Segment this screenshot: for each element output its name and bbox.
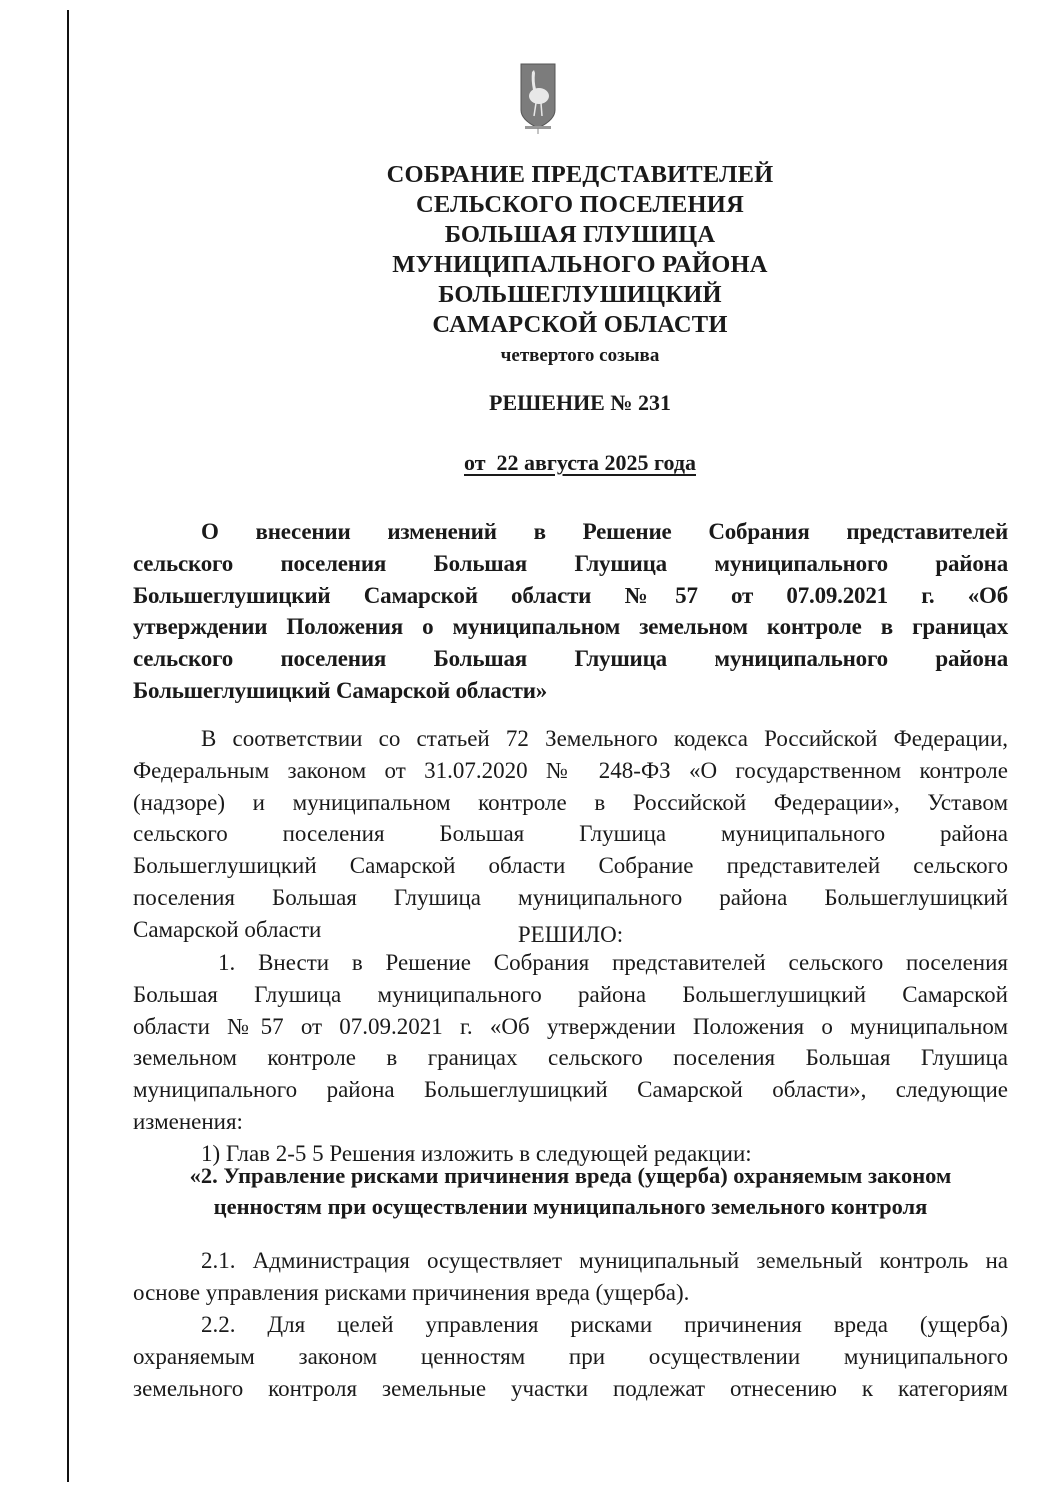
org-line: САМАРСКОЙ ОБЛАСТИ [432, 311, 728, 338]
subject-line: Большеглушицкий Самарской области» [133, 677, 548, 703]
section-heading-line: ценностям при осуществлении муниципального земельного контроля [213, 1194, 928, 1219]
resolved-label: РЕШИЛО: [517, 922, 624, 947]
preamble-line: сельского поселения Большая Глушица муниципального района [133, 821, 1008, 847]
p21-line: основе управления рисками причинения вреда (ущерба). [133, 1279, 690, 1305]
decision-date [300, 450, 860, 476]
preamble-line: Федеральным законом от 31.07.2020 № 248-ФЗ «О государственном контроле [133, 757, 1008, 783]
preamble-line: В соответствии со статьей 72 Земельного кодекса Российской Федерации, [201, 726, 1008, 751]
item1-sub1: 1) Глав 2-5 5 Решения изложить в следующей редакции: [201, 1140, 752, 1166]
preamble-line: поселения Большая Глушица муниципального района Большеглушицкий [133, 884, 1008, 910]
section-2-heading [133, 1160, 1008, 1222]
decision-date-text: от 22 августа 2025 года [464, 450, 696, 475]
subject-line: сельского поселения Большая Глушица муниципального района [133, 550, 1008, 576]
p22-line: охраняемым законом ценностям при осуществлении муниципального [133, 1343, 1008, 1369]
p22-line: 2.2. Для целей управления рисками причинения вреда (ущерба) [201, 1312, 1008, 1337]
page-margin-line [67, 10, 69, 1482]
preamble-line: Большеглушицкий Самарской области Собрание представителей сельского [133, 853, 1008, 879]
coat-of-arms-icon [519, 58, 557, 136]
p22-line: земельного контроля земельные участки подлежат отнесению к категориям [133, 1375, 1008, 1401]
subject-line: Большеглушицкий Самарской области №57 от 07.09.2021 г. «Об [133, 582, 1008, 608]
subject-line: сельского поселения Большая Глушица муниципального района [133, 646, 1008, 672]
convocation: четвертого созыва [500, 345, 660, 366]
preamble-line: (надзоре) и муниципальном контроле в Российской Федерации», Уставом [133, 789, 1008, 815]
subject-line: О внесении изменений в Решение Собрания представителей [201, 519, 1008, 544]
item1-line: муниципального района Большеглушицкий Самарской области», следующие [133, 1077, 1008, 1103]
organization-header [300, 160, 860, 370]
item-1 [133, 947, 1008, 1170]
org-line: СОБРАНИЕ ПРЕДСТАВИТЕЛЕЙ [386, 161, 774, 188]
org-line: БОЛЬШЕГЛУШИЦКИЙ [438, 281, 722, 308]
decision-title: РЕШЕНИЕ № 231 [489, 390, 671, 415]
item1-line: земельном контроле в границах сельского поселения Большая Глушица [133, 1045, 1008, 1071]
item1-line: Большая Глушица муниципального района Большеглушицкий Самарской [133, 981, 1008, 1007]
item1-line: области №57 от 07.09.2021 г. «Об утверждении Положения о муниципальном [133, 1013, 1008, 1039]
org-line: БОЛЬШАЯ ГЛУШИЦА [444, 221, 716, 248]
decision-subject [133, 516, 1008, 707]
org-line: МУНИЦИПАЛЬНОГО РАЙОНА [392, 251, 768, 278]
preamble-line: Самарской области [133, 916, 322, 942]
section-heading-line: «2. Управление рисками причинения вреда (ущерба) охраняемым законом [189, 1163, 952, 1188]
subject-line: утверждении Положения о муниципальном земельном контроле в границах [133, 614, 1008, 640]
item1-line: 1. Внести в Решение Собрания представителей сельского поселения [218, 950, 1008, 975]
item1-line: изменения: [133, 1108, 243, 1134]
paragraph-2-2 [133, 1309, 1008, 1404]
paragraph-2-1 [133, 1245, 1008, 1309]
p21-line: 2.1. Администрация осуществляет муниципальный земельный контроль на [201, 1248, 1008, 1273]
preamble [133, 723, 1008, 946]
org-line: СЕЛЬСКОГО ПОСЕЛЕНИЯ [416, 191, 744, 218]
